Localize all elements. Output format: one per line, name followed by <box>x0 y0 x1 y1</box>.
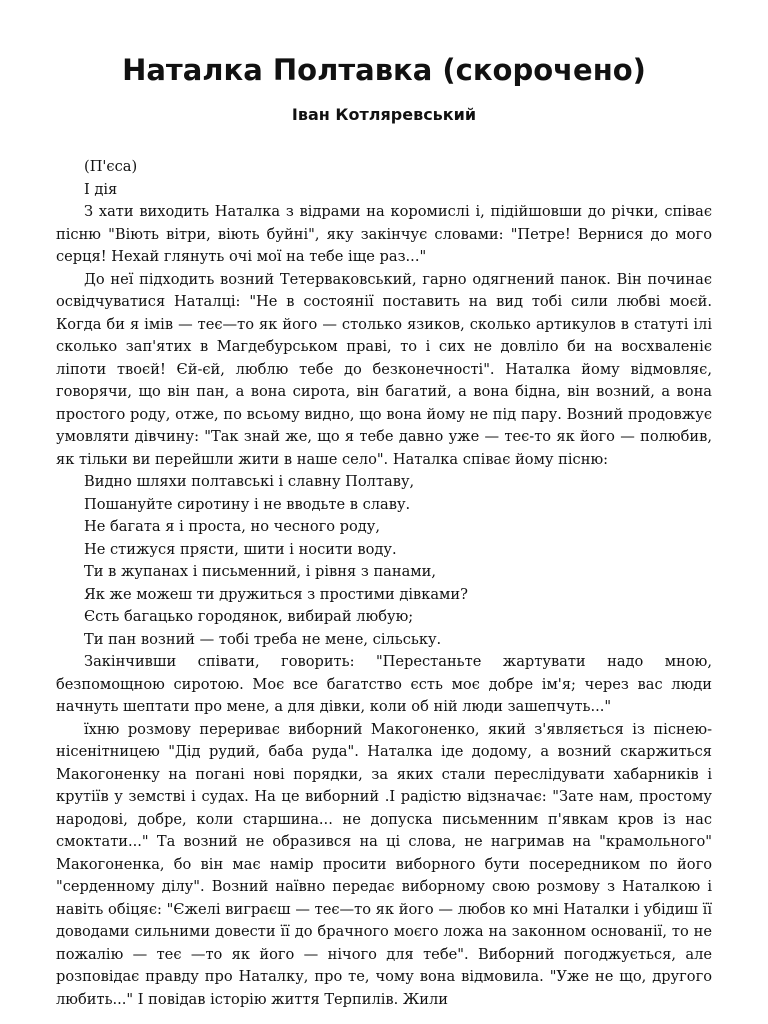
paragraph: їхню розмову перериває виборний Макогоненко, який з'являється із піснею-нісенітницею "Дід рудий, баба руда". Наталка іде додому, а возний скаржиться Макогоненку на погані нові порядки, за яких стали переслідувати хабарників і крутіїв у земстві і судах. На це виборний .І радістю відзначає: "Зате нам, простому народові, добре, коли старшина... не допуска письменним п'явкам кров із нас смоктати..." Та возний не образився на ці слова, не нагримав на "крамольного" Макогоненка, бо він має намір просити виборного бути посередником по його "серденному ділу". Возний наївно передає виборному свою розмову з Наталкою і навіть обіцяє: "Єжелі виграєш — теє—то як його — любов ко мні Наталки і убідиш її доводами сильними довести її до брачного моєго ложа на законном основанії, то не пожалію — теє —то як його — нічого для тебе". Виборний погоджується, але розповідає правду про Наталку, про те, чому вона відмовила. "Уже не що, другого любить..." І повідав історію життя Терпилів. Жили <box>56 720 712 1008</box>
verse-line: Пошануйте сиротину і не вводьте в славу. <box>84 495 411 513</box>
paragraph: Закінчивши співати, говорить: "Перестаньте жартувати надо мною, безпомощною сиротою. Моє все багатство єсть моє добре ім'я; через вас люди начнуть шептати про мене, а для дівки, коли об ній люди зашепчуть..." <box>56 653 712 715</box>
document-title: Наталка Полтавка (скорочено) <box>122 53 646 87</box>
act-label: І дія <box>84 180 118 198</box>
verse-line: Ти в жупанах і письменний, і рівня з панами, <box>84 563 437 580</box>
verse-line: Не багата я і проста, но чесного роду, <box>84 518 381 535</box>
verse-line: Як же можеш ти дружиться з простими дівками? <box>84 585 468 603</box>
genre-label: (П'єса) <box>84 158 138 175</box>
verse-line: Не стижуся прясти, шити і носити воду. <box>84 540 397 558</box>
paragraph: До неї підходить возний Тетерваковський, гарно одягнений панок. Він починає освідчуватися Наталці: "Не в состоянії поставить на вид тобі сили любві моєй. Когда би я імів — теє—то як його — столько язиков, сколько артикулов в статуті ілі сколько зап'ятих в Магдебурськом праві, то і сих не довліло би на восхваленіє ліпоти твоєй! Єй-єй, люблю тебе до безконечності". Наталка йому відмовляє, говорячи, що він пан, а вона сирота, він багатий, а вона бідна, він возний, а вона простого роду, отже, по всьому видно, що вона йому не під пару. Возний продовжує умовляти дівчину: "Так знай же, що я тебе давно уже — теє-то як його — полюбив, як тільки ви перейшли жити в наше село". Наталка співає йому пісню: <box>56 270 712 468</box>
document-body <box>56 156 712 1011</box>
paragraph: З хати виходить Наталка з відрами на коромислі і, підійшовши до річки, співає пісню "Віють вітри, віють буйні", яку закінчує словами: "Петре! Вернися до мого серця! Нехай глянуть очі мої на тебе іще раз..." <box>56 203 712 265</box>
verse-line: Єсть багацько городянок, вибирай любую; <box>84 608 414 625</box>
author-name: Іван Котляревський <box>291 105 477 124</box>
verse-line: Видно шляхи полтавські і славну Полтаву, <box>84 473 415 490</box>
verse-line: Ти пан возний — тобі треба не мене, сільську. <box>84 630 442 648</box>
